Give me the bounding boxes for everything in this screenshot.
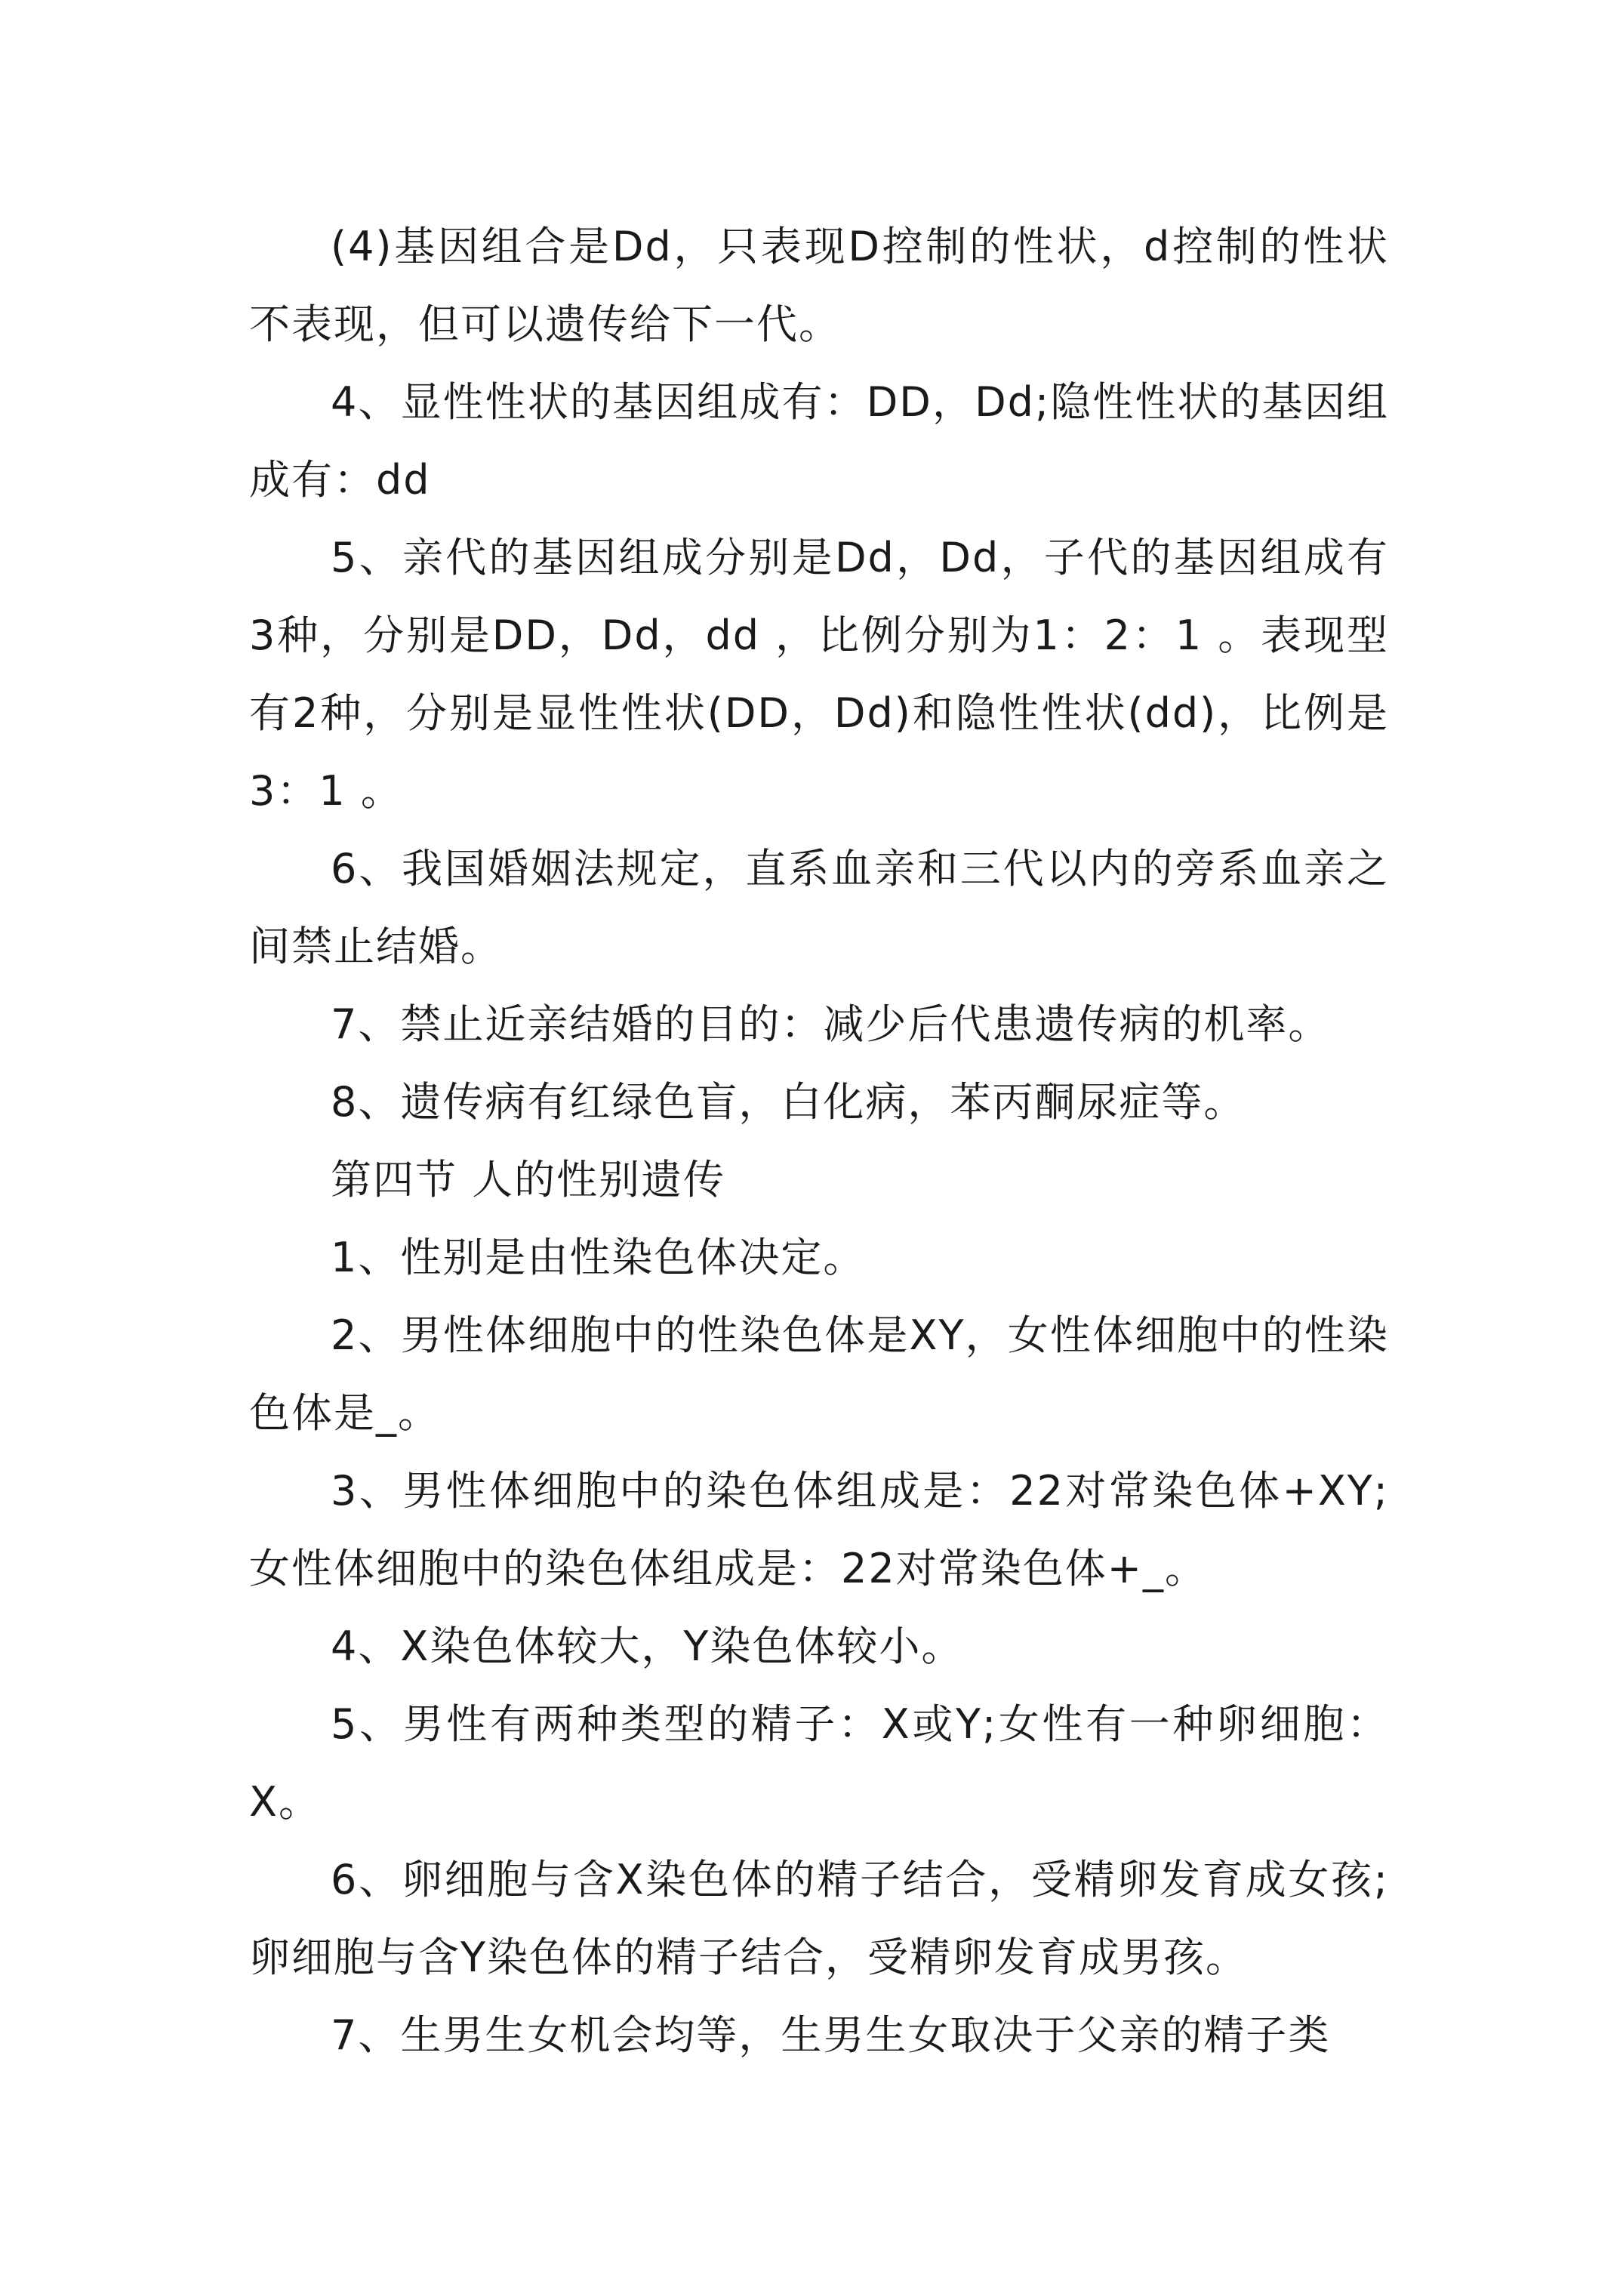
paragraph-equal-chance: 7、生男生女机会均等，生男生女取决于父亲的精子类 — [331, 2011, 1331, 2059]
paragraph-gamete-types: 5、男性有两种类型的精子：X或Y;女性有一种卵细胞：X。 — [249, 1700, 1389, 1826]
document-body — [249, 208, 1389, 2074]
paragraph-genetic-diseases: 8、遗传病有红绿色盲，白化病，苯丙酮尿症等。 — [331, 1078, 1246, 1126]
section-heading: 第四节 人的性别遗传 — [331, 1156, 726, 1203]
paragraph-dominant-recessive-genotypes: 4、显性性状的基因组成有：DD，Dd;隐性性状的基因组成有：dd — [249, 378, 1389, 504]
paragraph-sex-chromosomes: 2、男性体细胞中的性染色体是XY，女性体细胞中的性染色体是_。 — [249, 1311, 1389, 1437]
paragraph-marriage-law: 6、我国婚姻法规定，直系血亲和三代以内的旁系血亲之间禁止结婚。 — [249, 845, 1389, 970]
paragraph-offspring-ratios: 5、亲代的基因组成分别是Dd，Dd，子代的基因组成有3种，分别是DD，Dd，dd ，比例分别为1：2：1 。表现型有2种，分别是显性性状(DD，Dd)和隐性性状(dd)，比例是3：1 。 — [249, 534, 1389, 815]
paragraph-genotype-dd-expression: (4)基因组合是Dd，只表现D控制的性状，d控制的性状不表现，但可以遗传给下一代。 — [249, 223, 1389, 348]
paragraph-consanguinity-purpose: 7、禁止近亲结婚的目的：减少后代患遗传病的机率。 — [331, 1000, 1331, 1048]
paragraph-chromosome-size: 4、X染色体较大，Y染色体较小。 — [331, 1623, 964, 1670]
paragraph-fertilization: 6、卵细胞与含X染色体的精子结合，受精卵发育成女孩;卵细胞与含Y染色体的精子结合，受精卵发育成男孩。 — [249, 1856, 1389, 1981]
paragraph-sex-determination: 1、性别是由性染色体决定。 — [331, 1234, 866, 1281]
paragraph-chromosome-composition: 3、男性体细胞中的染色体组成是：22对常染色体+XY;女性体细胞中的染色体组成是：22对常染色体+_。 — [249, 1467, 1389, 1592]
